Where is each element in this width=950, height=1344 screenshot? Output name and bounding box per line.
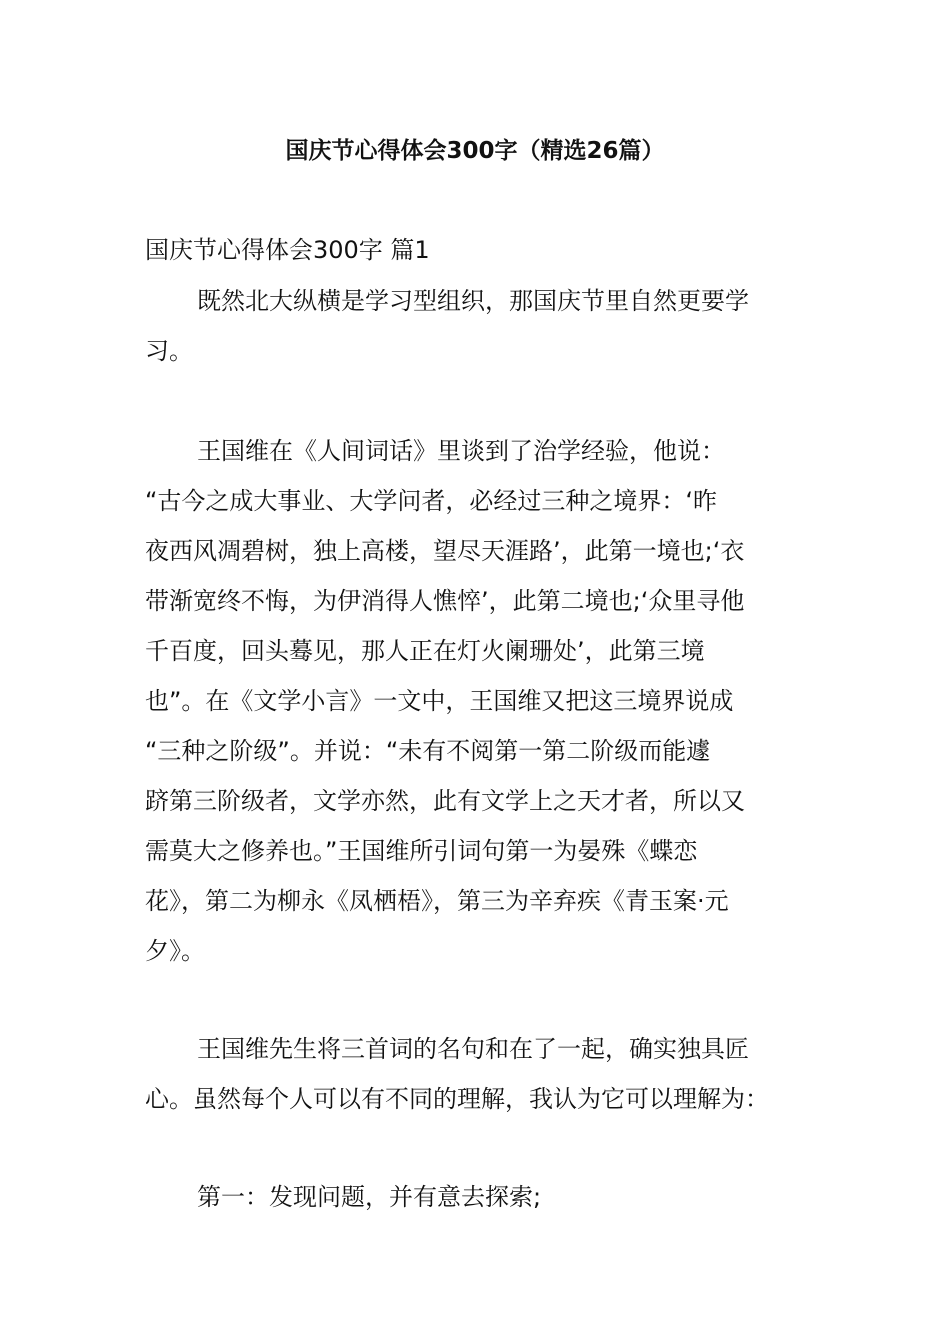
paragraph-line: 夜西风凋碧树，独上高楼，望尽天涯路’，此第一境也;‘衣 bbox=[145, 537, 745, 565]
document-title: 国庆节心得体会300字（精选26篇） bbox=[285, 138, 665, 164]
paragraph-line: 王国维先生将三首词的名句和在了一起，确实独具匠 bbox=[197, 1035, 749, 1063]
paragraph-line: 第一：发现问题，并有意去探索; bbox=[197, 1183, 542, 1211]
paragraph-2 bbox=[145, 426, 810, 976]
paragraph-3 bbox=[145, 1024, 810, 1124]
paragraph-line: “古今之成大事业、大学问者，必经过三种之境界：‘昨 bbox=[145, 487, 718, 515]
paragraph-line: 花》，第二为柳永《凤栖梧》，第三为辛弃疾《青玉案·元 bbox=[145, 887, 729, 915]
paragraph-line: 千百度，回头蓦见，那人正在灯火阑珊处’，此第三境 bbox=[145, 637, 705, 665]
paragraph-4 bbox=[145, 1172, 810, 1222]
paragraph-1 bbox=[145, 276, 810, 376]
paragraph-line: 夕》。 bbox=[145, 937, 205, 965]
paragraph-line: 带渐宽终不悔，为伊消得人憔悴’，此第二境也;‘众里寻他 bbox=[145, 587, 745, 615]
paragraph-line: 既然北大纵横是学习型组织，那国庆节里自然更要学 bbox=[197, 287, 749, 315]
paragraph-line: 需莫大之修养也。”王国维所引词句第一为晏殊《蝶恋 bbox=[145, 837, 698, 865]
paragraph-line: “三种之阶级”。并说：“未有不阅第一第二阶级而能遽 bbox=[145, 737, 711, 765]
section-heading: 国庆节心得体会300字 篇1 bbox=[145, 236, 430, 264]
paragraph-line: 也”。在《文学小言》一文中，王国维又把这三境界说成 bbox=[145, 687, 734, 715]
paragraph-line: 王国维在《人间词话》里谈到了治学经验，他说： bbox=[197, 437, 725, 465]
paragraph-line: 心。虽然每个人可以有不同的理解，我认为它可以理解为： bbox=[145, 1085, 769, 1113]
paragraph-line: 跻第三阶级者，文学亦然，此有文学上之天才者，所以又 bbox=[145, 787, 745, 815]
paragraph-line: 习。 bbox=[145, 337, 193, 365]
